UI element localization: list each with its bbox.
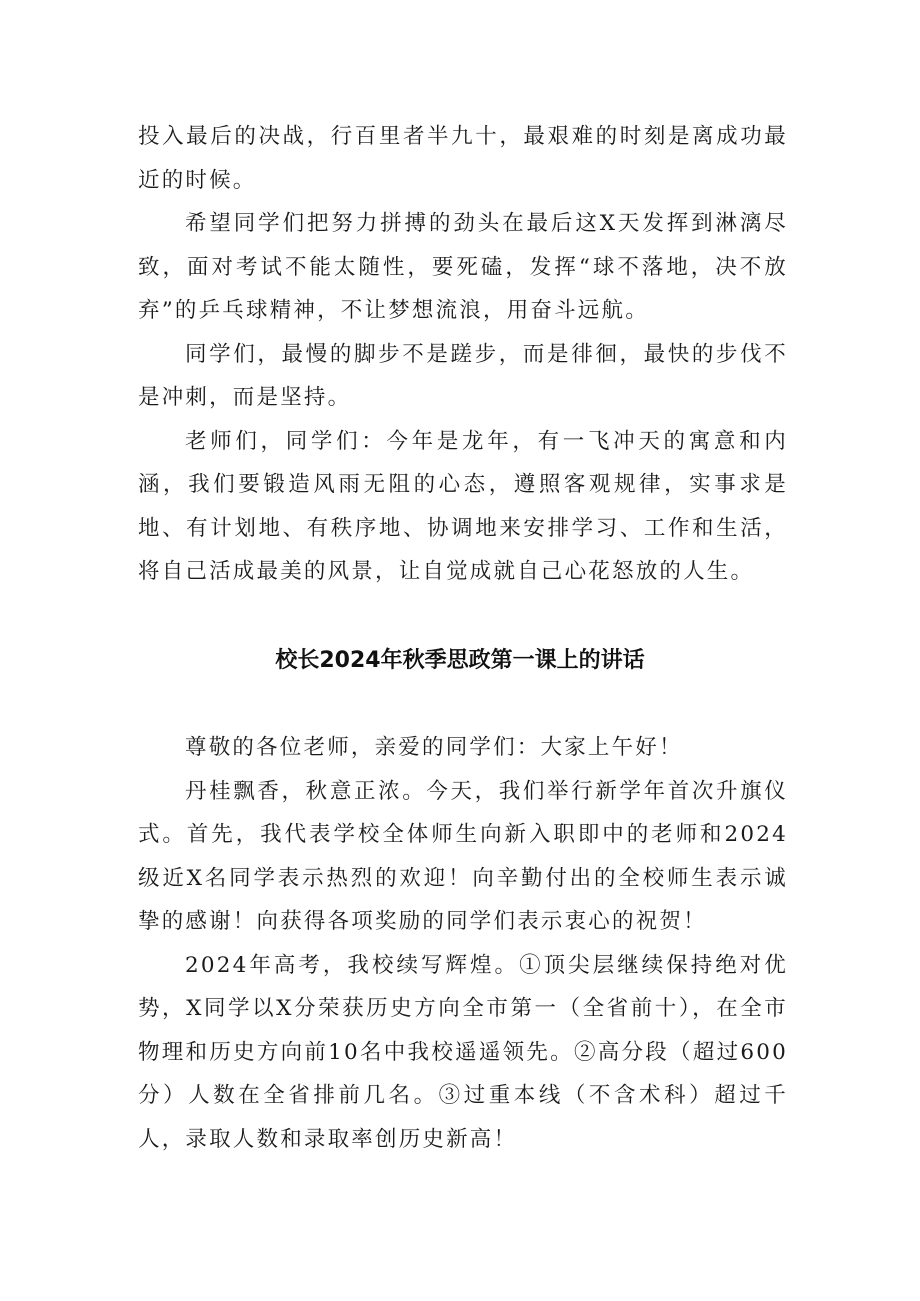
paragraph: 老师们，同学们：今年是龙年，有一飞冲天的寓意和内涵，我们要锻造风雨无阻的心态，遵照客观规律，实事求是地、有计划地、有秩序地、协调地来安排学习、工作和生活，将自己活成最美的风景，让自觉成就自己心花怒放的人生。 xyxy=(138,428,788,584)
paragraph: 2024年高考，我校续写辉煌。①顶尖层继续保持绝对优势，X同学以X分荣获历史方向全市第一（全省前十），在全市物理和历史方向前10名中我校遥遥领先。②高分段（超过600分）人数在全省排前几名。③过重本线（不含术科）超过千人，录取人数和录取率创历史新高！ xyxy=(138,952,788,1152)
paragraph: 投入最后的决战，行百里者半九十，最艰难的时刻是离成功最近的时候。 xyxy=(138,124,788,193)
paragraph: 丹桂飘香，秋意正浓。今天，我们举行新学年首次升旗仪式。首先，我代表学校全体师生向新入职即中的老师和2024级近X名同学表示热烈的欢迎！向辛勤付出的全校师生表示诚挚的感谢！向获得各项奖励的同学们表示衷心的祝贺！ xyxy=(138,778,788,934)
speech-body-section xyxy=(138,726,788,1161)
speech-ending-section xyxy=(138,115,788,594)
paragraph: 希望同学们把努力拼搏的劲头在最后这X天发挥到淋漓尽致，面对考试不能太随性，要死磕，发挥“球不落地，决不放弃”的乒乓球精神，不让梦想流浪，用奋斗远航。 xyxy=(138,211,788,323)
paragraph: 尊敬的各位老师，亲爱的同学们：大家上午好！ xyxy=(185,735,683,760)
speech-title: 校长2024年秋季思政第一课上的讲话 xyxy=(275,648,645,673)
paragraph: 同学们，最慢的脚步不是蹉步，而是徘徊，最快的步伐不是冲刺，而是坚持。 xyxy=(138,341,788,410)
